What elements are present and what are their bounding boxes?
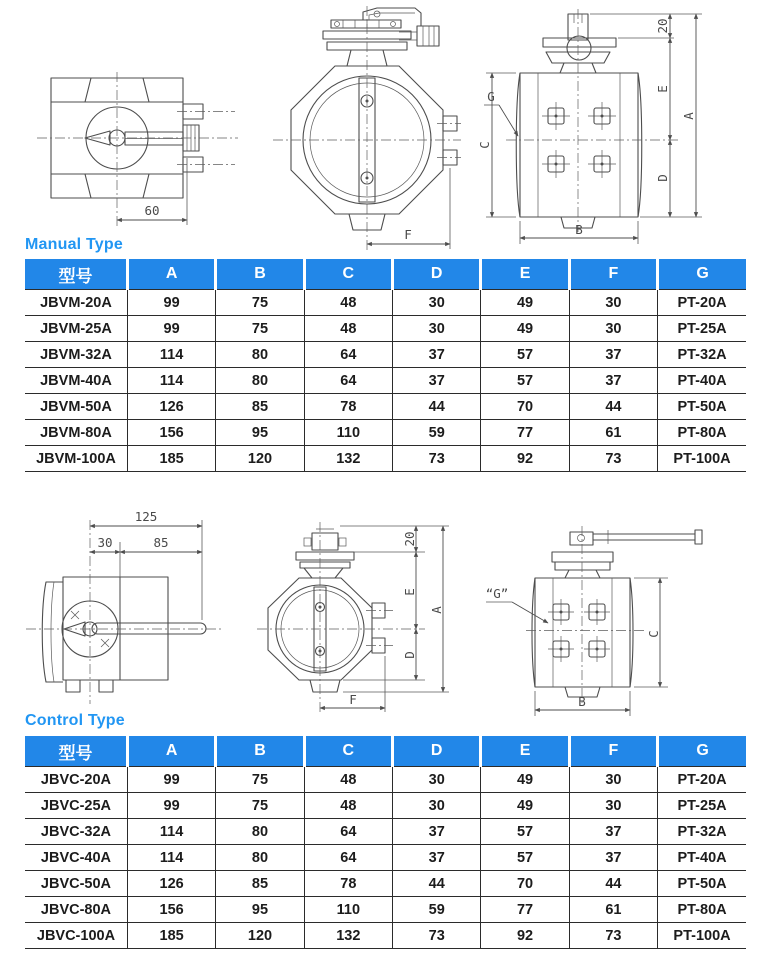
value-cell: PT-25A bbox=[658, 793, 746, 819]
value-cell: 114 bbox=[127, 342, 215, 368]
table-row bbox=[25, 819, 746, 845]
dim-label-a: A bbox=[429, 606, 444, 614]
value-cell: 64 bbox=[304, 819, 392, 845]
table-row bbox=[25, 897, 746, 923]
table-row bbox=[25, 845, 746, 871]
value-cell: PT-40A bbox=[658, 368, 746, 394]
section-title-manual: Manual Type bbox=[25, 236, 123, 253]
value-cell: 30 bbox=[569, 316, 657, 342]
column-header-E: E bbox=[481, 259, 569, 290]
value-cell: 78 bbox=[304, 871, 392, 897]
value-cell: PT-80A bbox=[658, 897, 746, 923]
control-top-view-drawing bbox=[18, 512, 253, 712]
value-cell: 64 bbox=[304, 368, 392, 394]
value-cell: 37 bbox=[393, 819, 481, 845]
value-cell: 44 bbox=[569, 871, 657, 897]
dim-label-c: C bbox=[477, 141, 492, 149]
model-cell: JBVM-25A bbox=[25, 316, 127, 342]
model-cell: JBVM-100A bbox=[25, 446, 127, 472]
value-cell: 64 bbox=[304, 845, 392, 871]
value-cell: 80 bbox=[216, 819, 304, 845]
value-cell: PT-20A bbox=[658, 290, 746, 316]
value-cell: PT-50A bbox=[658, 394, 746, 420]
header-row bbox=[25, 259, 746, 290]
value-cell: 75 bbox=[216, 316, 304, 342]
value-cell: 37 bbox=[569, 368, 657, 394]
model-cell: JBVC-25A bbox=[25, 793, 127, 819]
value-cell: 59 bbox=[393, 420, 481, 446]
value-cell: 37 bbox=[569, 845, 657, 871]
value-cell: 44 bbox=[569, 394, 657, 420]
value-cell: 30 bbox=[393, 793, 481, 819]
value-cell: PT-32A bbox=[658, 342, 746, 368]
value-cell: 75 bbox=[216, 290, 304, 316]
value-cell: 57 bbox=[481, 342, 569, 368]
dim-label-g: “G” bbox=[485, 586, 509, 601]
value-cell: 80 bbox=[216, 845, 304, 871]
control-table-body bbox=[25, 767, 746, 949]
value-cell: 114 bbox=[127, 819, 215, 845]
table-row bbox=[25, 368, 746, 394]
control-side-view-drawing bbox=[478, 520, 718, 718]
value-cell: 57 bbox=[481, 368, 569, 394]
value-cell: 110 bbox=[304, 420, 392, 446]
column-header-C: C bbox=[304, 259, 392, 290]
value-cell: 37 bbox=[569, 819, 657, 845]
value-cell: 80 bbox=[216, 342, 304, 368]
value-cell: 95 bbox=[216, 897, 304, 923]
value-cell: 61 bbox=[569, 420, 657, 446]
manual-type-table bbox=[25, 259, 746, 472]
value-cell: 75 bbox=[216, 793, 304, 819]
model-cell: JBVM-40A bbox=[25, 368, 127, 394]
value-cell: 48 bbox=[304, 767, 392, 793]
value-cell: 77 bbox=[481, 420, 569, 446]
dim-label-20: 20 bbox=[402, 531, 417, 547]
value-cell: 114 bbox=[127, 368, 215, 394]
table-row bbox=[25, 420, 746, 446]
value-cell: 156 bbox=[127, 420, 215, 446]
value-cell: 73 bbox=[393, 923, 481, 949]
value-cell: 49 bbox=[481, 290, 569, 316]
dim-label-20: 20 bbox=[655, 18, 670, 34]
model-cell: JBVC-50A bbox=[25, 871, 127, 897]
dim-label-125: 125 bbox=[134, 512, 158, 524]
value-cell: 95 bbox=[216, 420, 304, 446]
value-cell: 59 bbox=[393, 897, 481, 923]
model-cell: JBVM-80A bbox=[25, 420, 127, 446]
model-cell: JBVC-80A bbox=[25, 897, 127, 923]
dim-label-e: E bbox=[402, 588, 417, 596]
column-header-G: G bbox=[658, 259, 746, 290]
table-row bbox=[25, 394, 746, 420]
dim-label-f: F bbox=[349, 692, 357, 707]
value-cell: 70 bbox=[481, 871, 569, 897]
column-header-B: B bbox=[216, 736, 304, 767]
value-cell: PT-40A bbox=[658, 845, 746, 871]
value-cell: 48 bbox=[304, 290, 392, 316]
value-cell: PT-50A bbox=[658, 871, 746, 897]
value-cell: PT-80A bbox=[658, 420, 746, 446]
value-cell: 30 bbox=[393, 767, 481, 793]
value-cell: 92 bbox=[481, 923, 569, 949]
value-cell: 120 bbox=[216, 923, 304, 949]
table-row bbox=[25, 446, 746, 472]
column-header-F: F bbox=[569, 259, 657, 290]
column-header-D: D bbox=[393, 259, 481, 290]
column-header-A: A bbox=[127, 736, 215, 767]
value-cell: 57 bbox=[481, 819, 569, 845]
value-cell: 49 bbox=[481, 793, 569, 819]
table-row bbox=[25, 290, 746, 316]
value-cell: 37 bbox=[393, 342, 481, 368]
dim-label-b: B bbox=[575, 222, 583, 237]
value-cell: 185 bbox=[127, 446, 215, 472]
table-row bbox=[25, 793, 746, 819]
value-cell: 99 bbox=[127, 767, 215, 793]
value-cell: 44 bbox=[393, 871, 481, 897]
value-cell: 99 bbox=[127, 316, 215, 342]
dim-label-60: 60 bbox=[144, 203, 160, 218]
value-cell: 30 bbox=[569, 767, 657, 793]
value-cell: PT-25A bbox=[658, 316, 746, 342]
control-front-view-drawing bbox=[253, 520, 458, 718]
value-cell: 126 bbox=[127, 871, 215, 897]
dim-label-d: D bbox=[655, 174, 670, 182]
column-header-F: F bbox=[569, 736, 657, 767]
table-row bbox=[25, 342, 746, 368]
dim-label-a: A bbox=[681, 112, 696, 120]
section-title-control: Control Type bbox=[25, 712, 125, 729]
value-cell: 30 bbox=[569, 290, 657, 316]
value-cell: 30 bbox=[393, 316, 481, 342]
column-header-D: D bbox=[393, 736, 481, 767]
model-cell: JBVM-32A bbox=[25, 342, 127, 368]
header-row bbox=[25, 736, 746, 767]
value-cell: 61 bbox=[569, 897, 657, 923]
model-cell: JBVC-20A bbox=[25, 767, 127, 793]
value-cell: 114 bbox=[127, 845, 215, 871]
column-header-A: A bbox=[127, 259, 215, 290]
value-cell: 30 bbox=[569, 793, 657, 819]
control-table-header bbox=[25, 736, 746, 767]
value-cell: 99 bbox=[127, 793, 215, 819]
value-cell: 85 bbox=[216, 871, 304, 897]
value-cell: 57 bbox=[481, 845, 569, 871]
dim-label-e: E bbox=[655, 85, 670, 93]
column-header-model: 型号 bbox=[25, 259, 127, 290]
value-cell: 49 bbox=[481, 316, 569, 342]
column-header-model: 型号 bbox=[25, 736, 127, 767]
dim-label-c: C bbox=[646, 630, 661, 638]
dim-label-g: G bbox=[487, 89, 495, 104]
model-cell: JBVM-20A bbox=[25, 290, 127, 316]
value-cell: 92 bbox=[481, 446, 569, 472]
table-row bbox=[25, 923, 746, 949]
manual-side-view-drawing bbox=[466, 6, 711, 256]
value-cell: 44 bbox=[393, 394, 481, 420]
dim-label-85: 85 bbox=[153, 535, 169, 550]
table-row bbox=[25, 316, 746, 342]
dim-label-30: 30 bbox=[97, 535, 113, 550]
value-cell: 132 bbox=[304, 923, 392, 949]
value-cell: 30 bbox=[393, 290, 481, 316]
value-cell: 73 bbox=[393, 446, 481, 472]
column-header-B: B bbox=[216, 259, 304, 290]
value-cell: 48 bbox=[304, 316, 392, 342]
value-cell: 48 bbox=[304, 793, 392, 819]
manual-table-header bbox=[25, 259, 746, 290]
value-cell: PT-32A bbox=[658, 819, 746, 845]
value-cell: 37 bbox=[569, 342, 657, 368]
value-cell: 73 bbox=[569, 923, 657, 949]
value-cell: 78 bbox=[304, 394, 392, 420]
column-header-C: C bbox=[304, 736, 392, 767]
value-cell: 37 bbox=[393, 368, 481, 394]
table-row bbox=[25, 767, 746, 793]
value-cell: PT-100A bbox=[658, 923, 746, 949]
manual-front-view-drawing bbox=[265, 6, 461, 256]
column-header-G: G bbox=[658, 736, 746, 767]
value-cell: 37 bbox=[393, 845, 481, 871]
value-cell: 85 bbox=[216, 394, 304, 420]
value-cell: 156 bbox=[127, 897, 215, 923]
value-cell: 70 bbox=[481, 394, 569, 420]
manual-top-view-drawing bbox=[33, 70, 248, 228]
value-cell: 185 bbox=[127, 923, 215, 949]
value-cell: 110 bbox=[304, 897, 392, 923]
value-cell: PT-100A bbox=[658, 446, 746, 472]
column-header-E: E bbox=[481, 736, 569, 767]
manual-table-body bbox=[25, 290, 746, 472]
table-row bbox=[25, 871, 746, 897]
dim-label-f: F bbox=[404, 227, 412, 242]
value-cell: 132 bbox=[304, 446, 392, 472]
dim-label-b: B bbox=[578, 694, 586, 709]
model-cell: JBVC-100A bbox=[25, 923, 127, 949]
model-cell: JBVM-50A bbox=[25, 394, 127, 420]
value-cell: 49 bbox=[481, 767, 569, 793]
value-cell: 64 bbox=[304, 342, 392, 368]
value-cell: 75 bbox=[216, 767, 304, 793]
value-cell: 99 bbox=[127, 290, 215, 316]
value-cell: 126 bbox=[127, 394, 215, 420]
value-cell: PT-20A bbox=[658, 767, 746, 793]
control-type-table bbox=[25, 736, 746, 949]
model-cell: JBVC-32A bbox=[25, 819, 127, 845]
value-cell: 77 bbox=[481, 897, 569, 923]
dim-label-d: D bbox=[402, 651, 417, 659]
value-cell: 120 bbox=[216, 446, 304, 472]
model-cell: JBVC-40A bbox=[25, 845, 127, 871]
value-cell: 80 bbox=[216, 368, 304, 394]
value-cell: 73 bbox=[569, 446, 657, 472]
